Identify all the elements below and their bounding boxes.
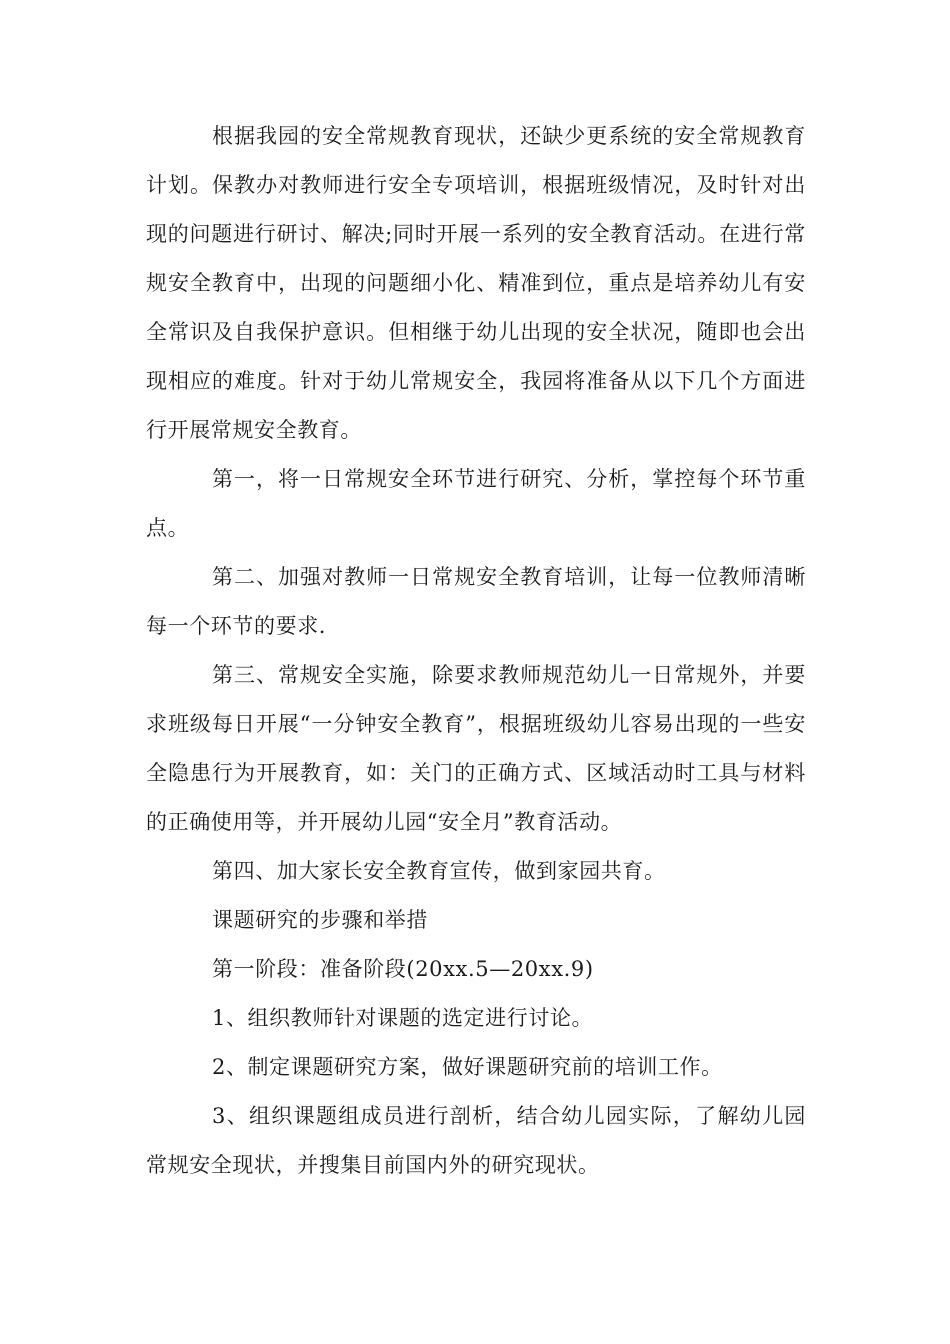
section-heading-research-steps: 课题研究的步骤和举措 bbox=[212, 908, 428, 932]
list-item-2: 2、制定课题研究方案，做好课题研究前的培训工作。 bbox=[212, 1055, 723, 1079]
paragraph-point-one: 第一，将一日常规安全环节进行研究、分析，掌控每个环节重点。 bbox=[146, 467, 806, 540]
stage-heading-preparation: 第一阶段：准备阶段(20xx.5—20xx.9) bbox=[212, 957, 594, 981]
document-body bbox=[146, 112, 806, 1190]
paragraph-point-three: 第三、常规安全实施，除要求教师规范幼儿一日常规外，并要求班级每日开展“一分钟安全教育”，根据班级幼儿容易出现的一些安全隐患行为开展教育，如：关门的正确方式、区域活动时工具与材料的正确使用等，并开展幼儿园“安全月”教育活动。 bbox=[146, 663, 806, 834]
paragraph-point-two: 第二、加强对教师一日常规安全教育培训，让每一位教师清晰每一个环节的要求. bbox=[146, 565, 806, 638]
list-item-3: 3、组织课题组成员进行剖析，结合幼儿园实际，了解幼儿园常规安全现状，并搜集目前国内外的研究现状。 bbox=[146, 1104, 806, 1177]
paragraph-point-four: 第四、加大家长安全教育宣传，做到家园共育。 bbox=[212, 859, 666, 883]
list-item-1: 1、组织教师针对课题的选定进行讨论。 bbox=[212, 1006, 594, 1030]
paragraph-safety-status: 根据我园的安全常规教育现状，还缺少更系统的安全常规教育计划。保教办对教师进行安全专项培训，根据班级情况，及时针对出现的问题进行研讨、解决;同时开展一系列的安全教育活动。在进行常规安全教育中，出现的问题细小化、精准到位，重点是培养幼儿有安全常识及自我保护意识。但相继于幼儿出现的安全状况，随即也会出现相应的难度。针对于幼儿常规安全，我园将准备从以下几个方面进行开展常规安全教育。 bbox=[146, 124, 806, 442]
